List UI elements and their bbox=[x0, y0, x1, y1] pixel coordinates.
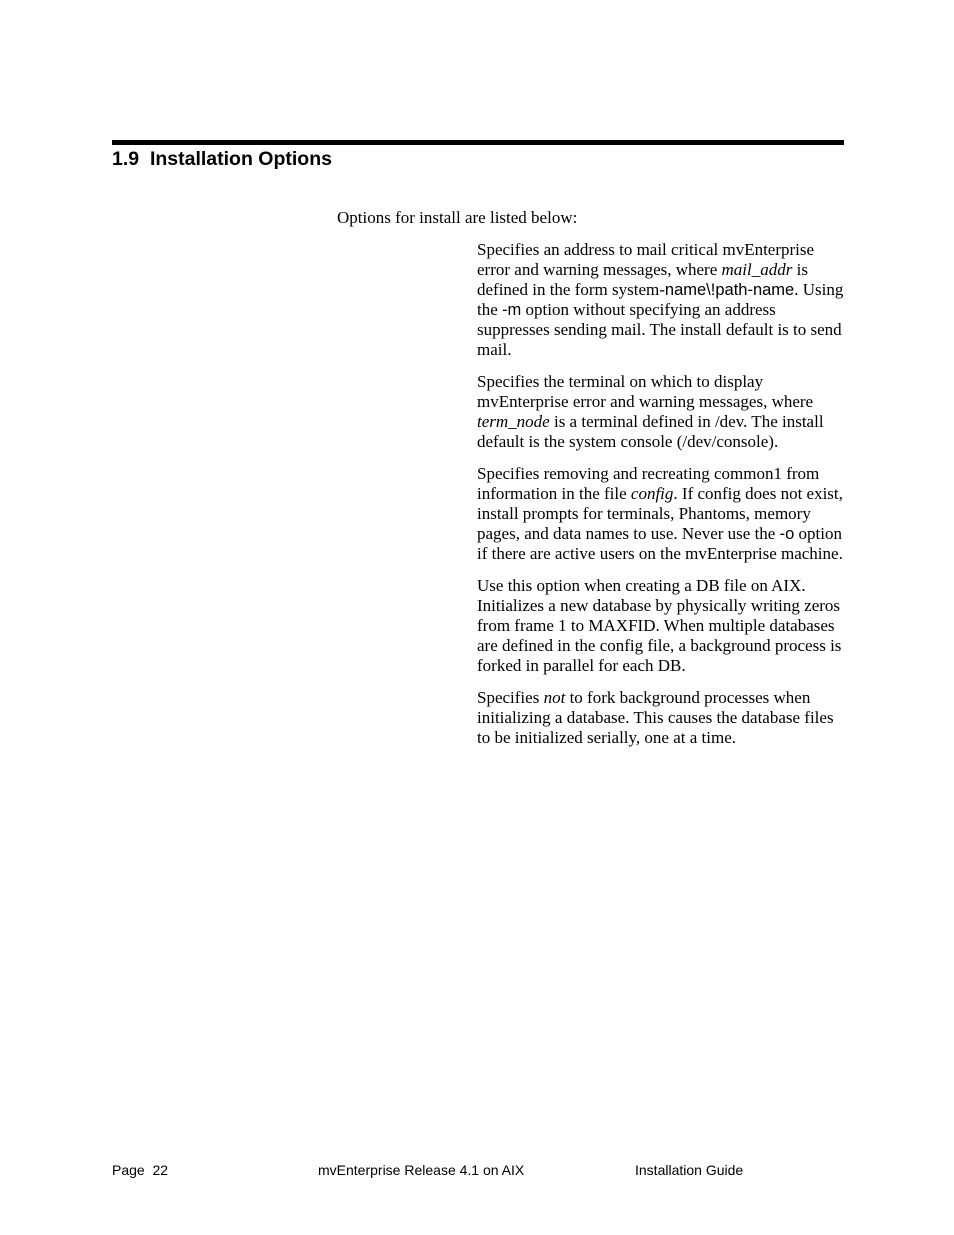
option-paragraph bbox=[477, 240, 845, 360]
footer-release-title: mvEnterprise Release 4.1 on AIX bbox=[318, 1162, 525, 1178]
emphasis-term: not bbox=[543, 688, 566, 707]
section-heading: 1.9 Installation Options bbox=[112, 148, 332, 170]
text-run: Specifies bbox=[477, 688, 544, 707]
text-run: . Using the bbox=[477, 280, 844, 319]
text-run: Use this option when creating a DB file on AIX. Initializes a new database by physically writing zeros from frame 1 to MAXFID. When multiple databases are defined in the config file, a background process is forked in parallel for each DB. bbox=[477, 576, 842, 675]
variable-term: mail_addr bbox=[721, 260, 793, 279]
text-run: to fork background processes when initializing a database. This causes the database files to be initialized serially, one at a time. bbox=[477, 688, 834, 747]
option-flag: -o bbox=[779, 525, 795, 543]
text-run: Specifies the terminal on which to display mvEnterprise error and warning messages, where bbox=[477, 372, 814, 411]
option-paragraph bbox=[477, 464, 845, 564]
option-paragraph bbox=[477, 576, 845, 676]
heading-rule bbox=[112, 140, 844, 145]
text-run: Specifies removing and recreating common1 from information in the file bbox=[477, 464, 820, 503]
text-run: is a terminal defined in /dev. The install default is the system console (/dev/console). bbox=[477, 412, 824, 451]
literal-term: name\!path-name bbox=[664, 281, 795, 299]
text-run: option if there are active users on the mvEnterprise machine. bbox=[477, 524, 843, 563]
option-paragraph bbox=[477, 372, 845, 452]
footer-guide-title: Installation Guide bbox=[635, 1162, 744, 1178]
option-flag: -m bbox=[502, 301, 522, 319]
variable-term: term_node bbox=[477, 412, 550, 431]
text-run: Specifies an address to mail critical mvEnterprise error and warning messages, where bbox=[477, 240, 815, 279]
text-run: option without specifying an address suppresses sending mail. The install default is to send mail. bbox=[477, 300, 842, 359]
text-run: . If config does not exist, install prompts for terminals, Phantoms, memory pages, and data names to use. Never use the bbox=[477, 484, 843, 543]
text-run: is defined in the form system- bbox=[477, 260, 808, 299]
intro-line: Options for install are listed below: bbox=[337, 208, 578, 227]
option-paragraph bbox=[477, 688, 845, 748]
footer-page-number: Page 22 bbox=[112, 1162, 169, 1178]
variable-term: config bbox=[630, 484, 674, 503]
option-descriptions bbox=[477, 240, 845, 760]
